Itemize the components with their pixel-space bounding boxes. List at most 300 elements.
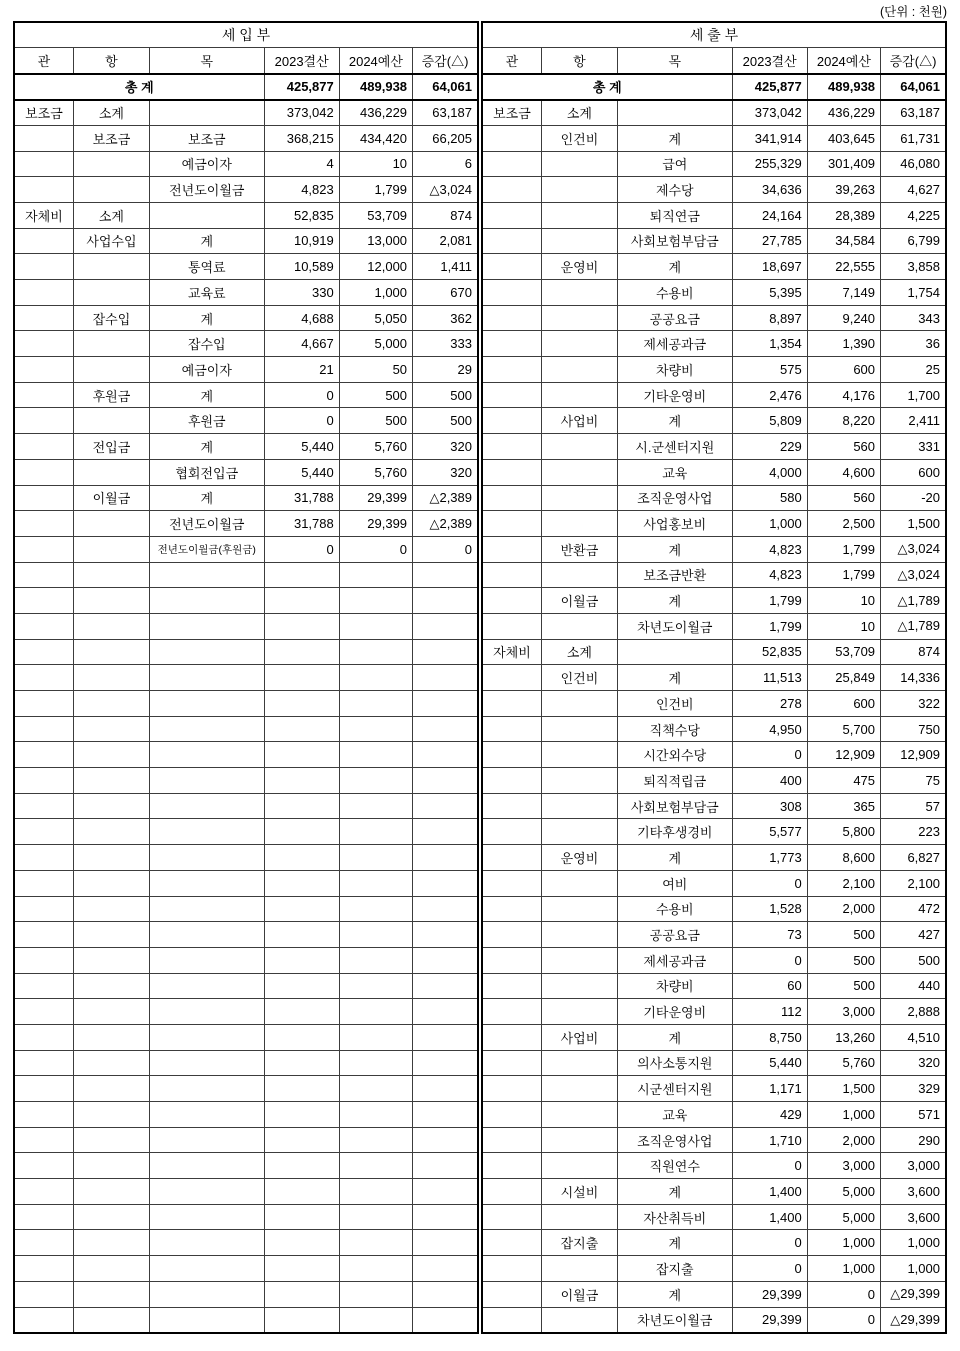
income-header-mok: 목 bbox=[149, 47, 264, 74]
table-row bbox=[482, 1076, 946, 1102]
cell-2024: 10 bbox=[339, 151, 412, 177]
cell-diff: 331 bbox=[881, 434, 946, 460]
cell-mok bbox=[149, 1179, 264, 1205]
cell-diff bbox=[413, 1127, 478, 1153]
cell-mok: 제수당 bbox=[617, 177, 732, 203]
cell-gwan bbox=[14, 1179, 73, 1205]
cell-hang bbox=[541, 1050, 617, 1076]
cell-gwan bbox=[14, 254, 73, 280]
cell-gwan bbox=[14, 1153, 73, 1179]
cell-2024: 1,799 bbox=[339, 177, 412, 203]
cell-mok: 계 bbox=[617, 665, 732, 691]
cell-2023: 1,710 bbox=[732, 1127, 807, 1153]
income-header-diff: 증감(△) bbox=[413, 47, 478, 74]
cell-2023 bbox=[264, 1050, 339, 1076]
cell-gwan bbox=[482, 331, 541, 357]
cell-gwan bbox=[482, 845, 541, 871]
table-row bbox=[482, 408, 946, 434]
cell-hang bbox=[541, 331, 617, 357]
cell-gwan bbox=[482, 819, 541, 845]
table-row bbox=[482, 1281, 946, 1307]
cell-mok bbox=[149, 999, 264, 1025]
table-row bbox=[14, 973, 478, 999]
cell-gwan bbox=[14, 819, 73, 845]
cell-gwan bbox=[14, 305, 73, 331]
cell-2024: 500 bbox=[807, 973, 880, 999]
cell-diff: 874 bbox=[413, 202, 478, 228]
unit-label: (단위 : 천원) bbox=[879, 5, 947, 19]
cell-gwan bbox=[482, 177, 541, 203]
cell-gwan bbox=[14, 999, 73, 1025]
table-row bbox=[14, 819, 478, 845]
total-label: 총 계 bbox=[14, 74, 264, 100]
cell-gwan bbox=[14, 613, 73, 639]
cell-2023 bbox=[264, 1281, 339, 1307]
cell-diff bbox=[413, 639, 478, 665]
cell-2023: 27,785 bbox=[732, 228, 807, 254]
cell-diff: △2,389 bbox=[413, 485, 478, 511]
cell-2023: 0 bbox=[264, 408, 339, 434]
cell-hang bbox=[73, 459, 149, 485]
cell-hang: 사업수입 bbox=[73, 228, 149, 254]
cell-diff bbox=[413, 845, 478, 871]
cell-diff bbox=[413, 613, 478, 639]
cell-gwan bbox=[14, 742, 73, 768]
cell-gwan bbox=[14, 1307, 73, 1333]
cell-diff: 2,081 bbox=[413, 228, 478, 254]
table-row bbox=[482, 1256, 946, 1282]
cell-mok: 계 bbox=[617, 1024, 732, 1050]
cell-mok bbox=[149, 1024, 264, 1050]
cell-diff: 57 bbox=[881, 793, 946, 819]
cell-2023: 4,950 bbox=[732, 716, 807, 742]
cell-diff: 320 bbox=[881, 1050, 946, 1076]
cell-diff: 3,000 bbox=[881, 1153, 946, 1179]
cell-diff: 36 bbox=[881, 331, 946, 357]
cell-hang: 이월금 bbox=[73, 485, 149, 511]
cell-2024: 5,760 bbox=[807, 1050, 880, 1076]
table-row bbox=[14, 922, 478, 948]
cell-diff: 500 bbox=[881, 947, 946, 973]
cell-diff: 2,888 bbox=[881, 999, 946, 1025]
cell-diff: △29,399 bbox=[881, 1307, 946, 1333]
cell-hang bbox=[541, 382, 617, 408]
cell-gwan bbox=[14, 588, 73, 614]
cell-mok: 계 bbox=[617, 408, 732, 434]
cell-diff: 6 bbox=[413, 151, 478, 177]
cell-2023 bbox=[264, 947, 339, 973]
cell-mok: 교육 bbox=[617, 459, 732, 485]
cell-mok: 계 bbox=[617, 845, 732, 871]
table-row bbox=[14, 1127, 478, 1153]
cell-diff: 3,858 bbox=[881, 254, 946, 280]
cell-2023: 0 bbox=[264, 382, 339, 408]
table-row bbox=[482, 1102, 946, 1128]
cell-2023 bbox=[264, 716, 339, 742]
cell-mok bbox=[149, 1153, 264, 1179]
cell-gwan bbox=[482, 536, 541, 562]
cell-2024: 12,000 bbox=[339, 254, 412, 280]
cell-diff: 571 bbox=[881, 1102, 946, 1128]
cell-diff: 6,827 bbox=[881, 845, 946, 871]
cell-hang: 사업비 bbox=[541, 1024, 617, 1050]
cell-mok: 계 bbox=[617, 125, 732, 151]
cell-2024: 7,149 bbox=[807, 280, 880, 306]
income-header-row bbox=[14, 47, 478, 74]
cell-hang bbox=[73, 1024, 149, 1050]
cell-2024: 436,229 bbox=[339, 100, 412, 126]
cell-hang bbox=[73, 947, 149, 973]
cell-2023 bbox=[264, 639, 339, 665]
cell-2023: 341,914 bbox=[732, 125, 807, 151]
cell-2024: 8,600 bbox=[807, 845, 880, 871]
table-row bbox=[14, 1307, 478, 1333]
cell-hang bbox=[73, 1256, 149, 1282]
cell-2023: 330 bbox=[264, 280, 339, 306]
cell-2023: 4,688 bbox=[264, 305, 339, 331]
cell-hang bbox=[73, 1307, 149, 1333]
cell-diff: 223 bbox=[881, 819, 946, 845]
cell-mok bbox=[149, 870, 264, 896]
cell-2023: 24,164 bbox=[732, 202, 807, 228]
cell-diff: 75 bbox=[881, 768, 946, 794]
cell-gwan bbox=[14, 357, 73, 383]
cell-2024 bbox=[339, 1179, 412, 1205]
cell-gwan bbox=[482, 947, 541, 973]
cell-diff: 0 bbox=[413, 536, 478, 562]
cell-hang bbox=[541, 768, 617, 794]
cell-2024 bbox=[339, 1204, 412, 1230]
cell-mok: 계 bbox=[617, 254, 732, 280]
cell-diff bbox=[413, 1204, 478, 1230]
cell-gwan bbox=[482, 1204, 541, 1230]
cell-gwan bbox=[14, 691, 73, 717]
income-table-title: 세 입 부 bbox=[14, 22, 478, 47]
cell-hang bbox=[73, 331, 149, 357]
cell-2024: 50 bbox=[339, 357, 412, 383]
cell-2023: 0 bbox=[732, 1230, 807, 1256]
cell-gwan bbox=[482, 125, 541, 151]
table-row bbox=[482, 100, 946, 126]
table-row bbox=[482, 280, 946, 306]
cell-2024 bbox=[339, 947, 412, 973]
cell-gwan bbox=[14, 639, 73, 665]
cell-mok: 계 bbox=[617, 1179, 732, 1205]
cell-gwan bbox=[482, 202, 541, 228]
cell-gwan bbox=[14, 151, 73, 177]
cell-diff: 4,627 bbox=[881, 177, 946, 203]
cell-2024: 500 bbox=[807, 947, 880, 973]
cell-diff: 2,100 bbox=[881, 870, 946, 896]
cell-gwan bbox=[482, 742, 541, 768]
cell-2024 bbox=[339, 870, 412, 896]
cell-hang bbox=[541, 485, 617, 511]
cell-2023: 1,400 bbox=[732, 1204, 807, 1230]
cell-2024 bbox=[339, 999, 412, 1025]
cell-2023: 4 bbox=[264, 151, 339, 177]
cell-diff: 29 bbox=[413, 357, 478, 383]
cell-2024: 3,000 bbox=[807, 999, 880, 1025]
cell-gwan bbox=[14, 511, 73, 537]
cell-hang bbox=[73, 357, 149, 383]
cell-gwan bbox=[482, 485, 541, 511]
cell-2024: 560 bbox=[807, 434, 880, 460]
cell-2023 bbox=[264, 896, 339, 922]
cell-2024 bbox=[339, 793, 412, 819]
expense-header-diff: 증감(△) bbox=[881, 47, 946, 74]
cell-hang bbox=[541, 305, 617, 331]
cell-gwan bbox=[482, 922, 541, 948]
table-row bbox=[482, 1230, 946, 1256]
cell-2023: 112 bbox=[732, 999, 807, 1025]
cell-mok: 전년도이월금 bbox=[149, 511, 264, 537]
cell-hang bbox=[541, 1127, 617, 1153]
cell-mok: 잡수입 bbox=[149, 331, 264, 357]
cell-diff: 362 bbox=[413, 305, 478, 331]
cell-mok bbox=[149, 1127, 264, 1153]
income-table bbox=[13, 21, 479, 1334]
cell-diff: 874 bbox=[881, 639, 946, 665]
cell-2024 bbox=[339, 716, 412, 742]
cell-2023: 2,476 bbox=[732, 382, 807, 408]
cell-2024 bbox=[339, 922, 412, 948]
cell-diff: △3,024 bbox=[881, 562, 946, 588]
cell-gwan bbox=[482, 1050, 541, 1076]
cell-diff bbox=[413, 896, 478, 922]
cell-2023 bbox=[264, 691, 339, 717]
cell-2023: 425,877 bbox=[732, 74, 807, 100]
cell-gwan bbox=[482, 280, 541, 306]
cell-2023: 308 bbox=[732, 793, 807, 819]
cell-mok: 보조금 bbox=[149, 125, 264, 151]
cell-mok: 퇴직연금 bbox=[617, 202, 732, 228]
cell-hang bbox=[73, 845, 149, 871]
cell-2023 bbox=[264, 562, 339, 588]
cell-mok bbox=[149, 793, 264, 819]
cell-mok: 계 bbox=[617, 1281, 732, 1307]
table-row bbox=[482, 1024, 946, 1050]
cell-2024: 13,000 bbox=[339, 228, 412, 254]
cell-2023: 1,000 bbox=[732, 511, 807, 537]
cell-diff: △3,024 bbox=[881, 536, 946, 562]
cell-mok bbox=[149, 202, 264, 228]
cell-2024: 500 bbox=[807, 922, 880, 948]
cell-hang bbox=[541, 870, 617, 896]
cell-mok: 협회전입금 bbox=[149, 459, 264, 485]
cell-diff bbox=[413, 1230, 478, 1256]
cell-diff bbox=[413, 768, 478, 794]
cell-mok: 기타후생경비 bbox=[617, 819, 732, 845]
cell-hang bbox=[541, 716, 617, 742]
table-row bbox=[14, 1024, 478, 1050]
cell-mok bbox=[149, 613, 264, 639]
cell-diff bbox=[413, 1050, 478, 1076]
cell-diff: 322 bbox=[881, 691, 946, 717]
cell-gwan bbox=[482, 1102, 541, 1128]
cell-gwan bbox=[482, 434, 541, 460]
cell-hang bbox=[541, 1256, 617, 1282]
cell-diff: 46,080 bbox=[881, 151, 946, 177]
table-row bbox=[14, 1281, 478, 1307]
cell-2024 bbox=[339, 1256, 412, 1282]
cell-mok bbox=[149, 1102, 264, 1128]
cell-2024: 5,800 bbox=[807, 819, 880, 845]
cell-2023: 8,750 bbox=[732, 1024, 807, 1050]
table-row bbox=[14, 870, 478, 896]
cell-mok: 공공요금 bbox=[617, 922, 732, 948]
cell-gwan bbox=[14, 896, 73, 922]
cell-2023: 278 bbox=[732, 691, 807, 717]
table-row bbox=[14, 562, 478, 588]
cell-mok bbox=[149, 768, 264, 794]
cell-diff: △29,399 bbox=[881, 1281, 946, 1307]
income-header-gwan: 관 bbox=[14, 47, 73, 74]
cell-2024: 2,500 bbox=[807, 511, 880, 537]
cell-mok: 시.군센터지원 bbox=[617, 434, 732, 460]
table-row bbox=[14, 665, 478, 691]
tables-container bbox=[0, 21, 960, 1334]
cell-diff: 1,700 bbox=[881, 382, 946, 408]
cell-diff: 3,600 bbox=[881, 1179, 946, 1205]
table-row bbox=[482, 511, 946, 537]
cell-diff: 600 bbox=[881, 459, 946, 485]
table-row bbox=[14, 125, 478, 151]
cell-diff: 61,731 bbox=[881, 125, 946, 151]
table-row bbox=[14, 742, 478, 768]
cell-hang bbox=[73, 1153, 149, 1179]
table-row bbox=[14, 1179, 478, 1205]
cell-mok: 직책수당 bbox=[617, 716, 732, 742]
cell-2024: 1,390 bbox=[807, 331, 880, 357]
cell-diff: 12,909 bbox=[881, 742, 946, 768]
cell-gwan bbox=[14, 434, 73, 460]
cell-mok: 조직운영사업 bbox=[617, 1127, 732, 1153]
cell-mok: 차년도이월금 bbox=[617, 613, 732, 639]
cell-mok bbox=[149, 665, 264, 691]
cell-2023: 0 bbox=[732, 947, 807, 973]
cell-hang bbox=[541, 459, 617, 485]
cell-2023: 21 bbox=[264, 357, 339, 383]
expense-header-row bbox=[482, 47, 946, 74]
table-row bbox=[14, 228, 478, 254]
cell-mok bbox=[149, 691, 264, 717]
table-row bbox=[482, 1179, 946, 1205]
cell-mok bbox=[149, 947, 264, 973]
cell-diff bbox=[413, 1153, 478, 1179]
cell-2024 bbox=[339, 845, 412, 871]
cell-hang bbox=[73, 1102, 149, 1128]
cell-gwan bbox=[14, 922, 73, 948]
cell-gwan bbox=[482, 613, 541, 639]
cell-mok bbox=[149, 1050, 264, 1076]
cell-gwan bbox=[14, 562, 73, 588]
cell-2024: 489,938 bbox=[339, 74, 412, 100]
table-row bbox=[482, 177, 946, 203]
cell-gwan: 자체비 bbox=[482, 639, 541, 665]
cell-2024: 29,399 bbox=[339, 485, 412, 511]
cell-diff bbox=[413, 870, 478, 896]
cell-diff: 1,000 bbox=[881, 1230, 946, 1256]
cell-diff: 2,411 bbox=[881, 408, 946, 434]
cell-hang: 운영비 bbox=[541, 845, 617, 871]
table-row bbox=[482, 768, 946, 794]
cell-gwan bbox=[14, 870, 73, 896]
cell-diff: 670 bbox=[413, 280, 478, 306]
cell-diff bbox=[413, 562, 478, 588]
cell-2024 bbox=[339, 896, 412, 922]
cell-2024: 2,100 bbox=[807, 870, 880, 896]
cell-mok: 전년도이월금 bbox=[149, 177, 264, 203]
cell-mok bbox=[149, 1256, 264, 1282]
cell-2023: 425,877 bbox=[264, 74, 339, 100]
cell-2024 bbox=[339, 819, 412, 845]
cell-2023 bbox=[264, 922, 339, 948]
cell-diff: 1,411 bbox=[413, 254, 478, 280]
cell-hang bbox=[541, 613, 617, 639]
cell-hang: 소계 bbox=[73, 100, 149, 126]
cell-2023 bbox=[264, 999, 339, 1025]
cell-hang bbox=[541, 793, 617, 819]
cell-gwan bbox=[482, 1153, 541, 1179]
cell-hang: 인건비 bbox=[541, 125, 617, 151]
cell-hang bbox=[541, 973, 617, 999]
cell-diff bbox=[413, 1179, 478, 1205]
cell-diff bbox=[413, 819, 478, 845]
cell-mok: 자산취득비 bbox=[617, 1204, 732, 1230]
cell-mok: 차량비 bbox=[617, 357, 732, 383]
cell-gwan bbox=[14, 947, 73, 973]
cell-mok: 계 bbox=[617, 1230, 732, 1256]
table-row bbox=[14, 357, 478, 383]
cell-2023: 5,440 bbox=[264, 434, 339, 460]
cell-gwan bbox=[482, 716, 541, 742]
cell-mok: 기타운영비 bbox=[617, 382, 732, 408]
income-header-2024: 2024예산 bbox=[339, 47, 412, 74]
cell-hang bbox=[73, 768, 149, 794]
expense-header-2023: 2023결산 bbox=[732, 47, 807, 74]
cell-2024: 28,389 bbox=[807, 202, 880, 228]
table-row bbox=[482, 819, 946, 845]
cell-hang bbox=[73, 1204, 149, 1230]
cell-gwan bbox=[482, 691, 541, 717]
cell-2023: 73 bbox=[732, 922, 807, 948]
cell-2024 bbox=[339, 1153, 412, 1179]
cell-2024: 489,938 bbox=[807, 74, 880, 100]
cell-2023: 1,799 bbox=[732, 613, 807, 639]
table-row bbox=[14, 768, 478, 794]
cell-2023: 5,395 bbox=[732, 280, 807, 306]
cell-2024: 500 bbox=[339, 382, 412, 408]
cell-gwan bbox=[14, 382, 73, 408]
table-row bbox=[482, 1050, 946, 1076]
cell-diff: 1,000 bbox=[881, 1256, 946, 1282]
table-row bbox=[482, 151, 946, 177]
cell-2024 bbox=[339, 768, 412, 794]
table-row bbox=[14, 177, 478, 203]
cell-2023 bbox=[264, 742, 339, 768]
cell-hang bbox=[541, 357, 617, 383]
cell-diff: △1,789 bbox=[881, 613, 946, 639]
cell-diff: 329 bbox=[881, 1076, 946, 1102]
cell-mok bbox=[149, 742, 264, 768]
cell-hang bbox=[541, 999, 617, 1025]
cell-diff: 63,187 bbox=[413, 100, 478, 126]
cell-2023 bbox=[264, 665, 339, 691]
cell-hang bbox=[541, 280, 617, 306]
cell-gwan bbox=[14, 1230, 73, 1256]
cell-gwan bbox=[14, 1076, 73, 1102]
cell-gwan bbox=[482, 408, 541, 434]
